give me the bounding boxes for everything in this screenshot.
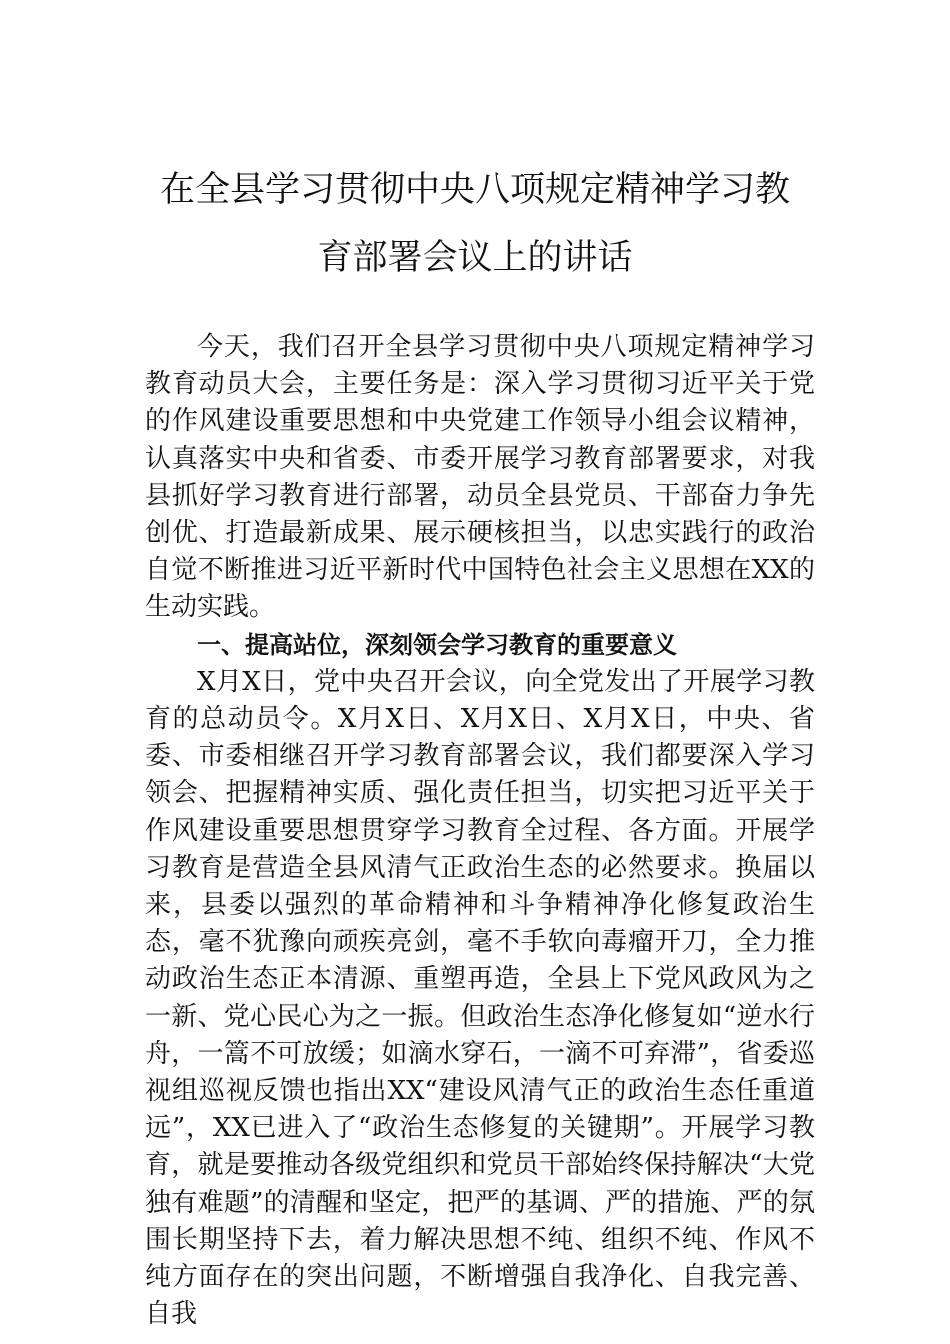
document-title-line-1: 在全县学习贯彻中央八项规定精神学习教 [159,170,790,210]
body-paragraph-1: 今天，我们召开全县学习贯彻中央八项规定精神学习教育动员大会，主要任务是：深入学习贯彻习近平关于党的作风建设重要思想和中央党建工作领导小组会议精神，认真落实中央和省委、市委开展学习教育部署要求，对我县抓好学习教育进行部署，动员全县党员、干部奋力争先创优、打造最新成果、展示硬核担当，以忠实践行的政治自觉不断推进习近平新时代中国特色社会主义思想在XX的生动实践。 [145,332,815,623]
document-title-line-2: 育部署会议上的讲话 [317,238,633,278]
document-body [145,329,815,1333]
body-paragraph-2: X月X日，党中央召开会议，向全党发出了开展学习教育的总动员令。X月X日、X月X日、X月X日，中央、省委、市委相继召开学习教育部署会议，我们都要深入学习领会、把握精神实质、强化责任担当，切实把习近平关于作风建设重要思想贯穿学习教育全过程、各方面。开展学习教育是营造全县风清气正政治生态的必然要求。换届以来，县委以强烈的革命精神和斗争精神净化修复政治生态，毫不犹豫向顽疾亮剑，毫不手软向毒瘤开刀，全力推动政治生态正本清源、重塑再造，全县上下党风政风为之一新、党心民心为之一振。但政治生态净化修复如“逆水行舟，一篙不可放缓；如滴水穿石，一滴不可弃滞”，省委巡视组巡视反馈也指出XX“建设风清气正的政治生态任重道远”，XX已进入了“政治生态修复的关键期”。开展学习教育，就是要推动各级党组织和党员干部始终保持解决“大党独有难题”的清醒和坚定，把严的基调、严的措施、严的氛围长期坚持下去，着力解决思想不纯、组织不纯、作风不纯方面存在的突出问题，不断增强自我净化、自我完善、自我 [145,666,815,1330]
section-heading-1: 一、提高站位，深刻领会学习教育的重要意义 [197,630,677,659]
